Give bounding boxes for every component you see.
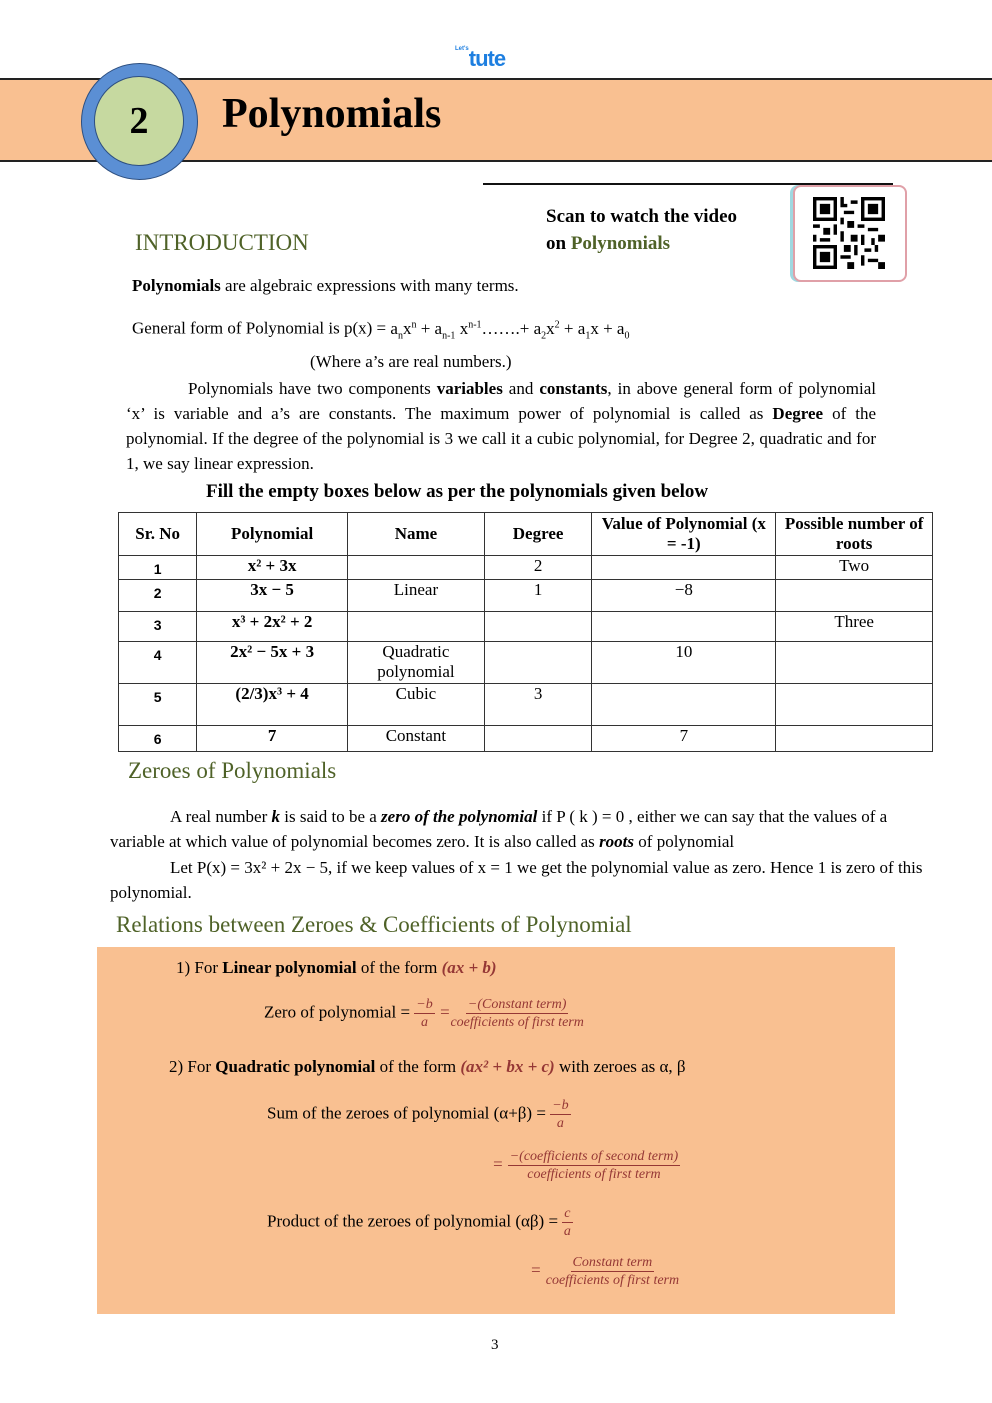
formula-part: n-1: [468, 319, 482, 330]
text: if P ( k ) = 0 , either we can say that the values of a variable at which value of polynomial becomes zero. It is also called as: [110, 807, 888, 851]
table-row: [119, 726, 933, 752]
intro-paragraph-1: [132, 273, 519, 298]
logo-text: tute: [468, 46, 506, 71]
column-header: Sr. No: [119, 513, 197, 556]
cell-value: [592, 556, 776, 580]
video-prompt-line1: Scan to watch the video: [546, 206, 738, 227]
denominator: a: [421, 1015, 428, 1030]
text: is said to be a: [280, 807, 382, 826]
label: Sum of the zeroes of polynomial (α+β) =: [267, 1103, 551, 1123]
cell-degree: [484, 612, 591, 642]
key-term: Degree: [772, 404, 824, 423]
cell-roots: [776, 580, 933, 612]
cell-value: −8: [592, 580, 776, 612]
cell-sr: 2: [119, 580, 197, 612]
cell-roots: [776, 642, 933, 684]
formula-part: n: [411, 319, 417, 330]
label: Product of the zeroes of polynomial (αβ) =: [267, 1211, 563, 1231]
logo-small-text: Let's: [455, 46, 469, 52]
product-formula-words: [530, 1254, 679, 1289]
formula-part: 0: [624, 330, 630, 342]
zero-formula: [264, 996, 584, 1031]
cell-poly: 3x − 5: [197, 580, 348, 612]
cell-value: 10: [592, 642, 776, 684]
term-polynomials: Polynomials: [132, 276, 221, 295]
cell-name: Linear: [347, 580, 484, 612]
text: of the form: [375, 1057, 461, 1076]
quadratic-rule: [169, 1054, 686, 1079]
denominator: coefficients of first term: [545, 1273, 680, 1288]
cell-roots: Three: [776, 612, 933, 642]
cell-value: 7: [592, 726, 776, 752]
denominator: coefficients of first term: [527, 1167, 661, 1182]
formula-part: n: [397, 330, 403, 342]
table-row: [119, 612, 933, 642]
video-prompt-prefix: on: [546, 233, 571, 254]
term-linear: Linear polynomial: [222, 958, 357, 977]
cell-name: Constant: [347, 726, 484, 752]
cell-sr: 3: [119, 612, 197, 642]
term-zero: zero of the polynomial: [381, 807, 538, 826]
video-topic: Polynomials: [570, 233, 671, 254]
cell-sr: 1: [119, 556, 197, 580]
cell-name: Quadratic polynomial: [347, 642, 484, 684]
polynomial-table: [118, 512, 933, 752]
formula-part: x: [402, 318, 412, 338]
cell-degree: 1: [484, 580, 591, 612]
column-header: Name: [347, 513, 484, 556]
column-header: Polynomial: [197, 513, 348, 556]
cell-roots: [776, 684, 933, 726]
term-quadratic: Quadratic polynomial: [215, 1057, 376, 1076]
cell-poly: (2/3)x³ + 4: [197, 684, 348, 726]
formula-part: + a: [559, 318, 586, 338]
term-roots: roots: [599, 832, 635, 851]
formula-part: 1: [585, 330, 591, 342]
text: 2) For: [169, 1057, 216, 1076]
formula-part: 2: [541, 330, 547, 342]
formula-part: …….+ a: [481, 318, 542, 338]
column-header: Value of Polynomial (x = -1): [592, 513, 776, 556]
cell-poly: x³ + 2x² + 2: [197, 612, 348, 642]
linear-rule: [176, 955, 497, 980]
cell-value: [592, 612, 776, 642]
zeroes-paragraph-1: [110, 804, 925, 854]
table-row: [119, 580, 933, 612]
numerator: −b: [552, 1098, 569, 1113]
qr-code[interactable]: [793, 185, 907, 282]
equals: =: [438, 1002, 451, 1022]
intro-text: are algebraic expressions with many terms.: [220, 276, 519, 295]
general-form-label: General form of Polynomial is p(x) =: [132, 318, 391, 338]
equals: =: [530, 1260, 542, 1280]
general-form: [132, 312, 629, 348]
cell-poly: 7: [197, 726, 348, 752]
fill-instruction: Fill the empty boxes below as per the polynomials given below: [206, 481, 709, 502]
cell-degree: [484, 726, 591, 752]
text: with zeroes as α, β: [554, 1057, 686, 1076]
qr-code-icon: [813, 197, 885, 269]
general-form-expression: [390, 318, 630, 342]
var-k: k: [271, 807, 280, 826]
numerator: Constant term: [572, 1255, 653, 1270]
formula-part: x + a: [590, 318, 625, 338]
sum-formula-words: [492, 1148, 680, 1183]
formula-part: x: [546, 318, 555, 338]
denominator: a: [556, 1116, 564, 1131]
column-header: Possible number of roots: [776, 513, 933, 556]
text: of the polynomial. If the degree of the polynomial is 3 we call it a cubic polynomial, for Degree 2, quadratic and for 1, we say linear expression.: [126, 404, 876, 473]
table-header-row: [119, 513, 933, 556]
equals: =: [492, 1154, 504, 1174]
cell-sr: 6: [119, 726, 197, 752]
formula-part: 2: [554, 319, 560, 330]
zeroes-paragraph-2: Let P(x) = 3x² + 2x − 5, if we keep values of x = 1 we get the polynomial value as zero. Hence 1 is zero of this polynomial.: [110, 858, 923, 902]
table-row: [119, 684, 933, 726]
numerator: −b: [416, 997, 433, 1012]
column-header: Degree: [484, 513, 591, 556]
label: Zero of polynomial =: [264, 1002, 415, 1022]
page-number: 3: [491, 1337, 499, 1353]
letstute-logo: [455, 46, 505, 72]
quadratic-form: (ax² + bx + c): [460, 1057, 555, 1076]
numerator: c: [564, 1206, 571, 1221]
table-row: [119, 556, 933, 580]
intro-paragraph-2: [126, 376, 876, 476]
key-term: constants: [539, 379, 608, 398]
text: of the form: [356, 958, 442, 977]
cell-name: Cubic: [347, 684, 484, 726]
video-prompt: [546, 203, 737, 257]
text: of polynomial: [634, 832, 735, 851]
cell-degree: [484, 642, 591, 684]
text: , in above general form of polynomial ‘x’ is variable and a’s are constants. The maximum power of polynomial is called as: [126, 379, 877, 423]
numerator: −(coefficients of second term): [509, 1149, 679, 1164]
where-note: (Where a’s are real numbers.): [310, 352, 512, 371]
cell-value: [592, 684, 776, 726]
key-term: variables: [436, 379, 503, 398]
cell-roots: Two: [776, 556, 933, 580]
denominator: coefficients of first term: [450, 1015, 584, 1030]
section-heading-relations: Relations between Zeroes & Coefficients of Polynomial: [116, 912, 632, 937]
cell-name: [347, 556, 484, 580]
cell-roots: [776, 726, 933, 752]
formula-part: a: [390, 318, 398, 338]
cell-degree: 2: [484, 556, 591, 580]
chapter-title: Polynomials: [222, 91, 442, 137]
text: and: [502, 379, 540, 398]
section-heading-zeroes: Zeroes of Polynomials: [128, 758, 337, 783]
cell-degree: 3: [484, 684, 591, 726]
chapter-number: 2: [94, 76, 184, 166]
text: Polynomials have two components: [188, 379, 437, 398]
cell-sr: 4: [119, 642, 197, 684]
product-formula: [267, 1205, 573, 1240]
text: A real number: [170, 807, 272, 826]
formula-part: n-1: [442, 330, 456, 342]
cell-sr: 5: [119, 684, 197, 726]
sum-formula: [267, 1097, 571, 1132]
cell-poly: x² + 3x: [197, 556, 348, 580]
linear-form: (ax + b): [441, 958, 497, 977]
cell-name: [347, 612, 484, 642]
table-row: [119, 642, 933, 684]
section-heading-introduction: INTRODUCTION: [135, 230, 309, 255]
text: 1) For: [176, 958, 223, 977]
numerator: −(Constant term): [467, 997, 567, 1012]
formula-part: + a: [416, 318, 443, 338]
denominator: a: [563, 1224, 571, 1239]
cell-poly: 2x² − 5x + 3: [197, 642, 348, 684]
formula-part: x: [455, 318, 469, 338]
